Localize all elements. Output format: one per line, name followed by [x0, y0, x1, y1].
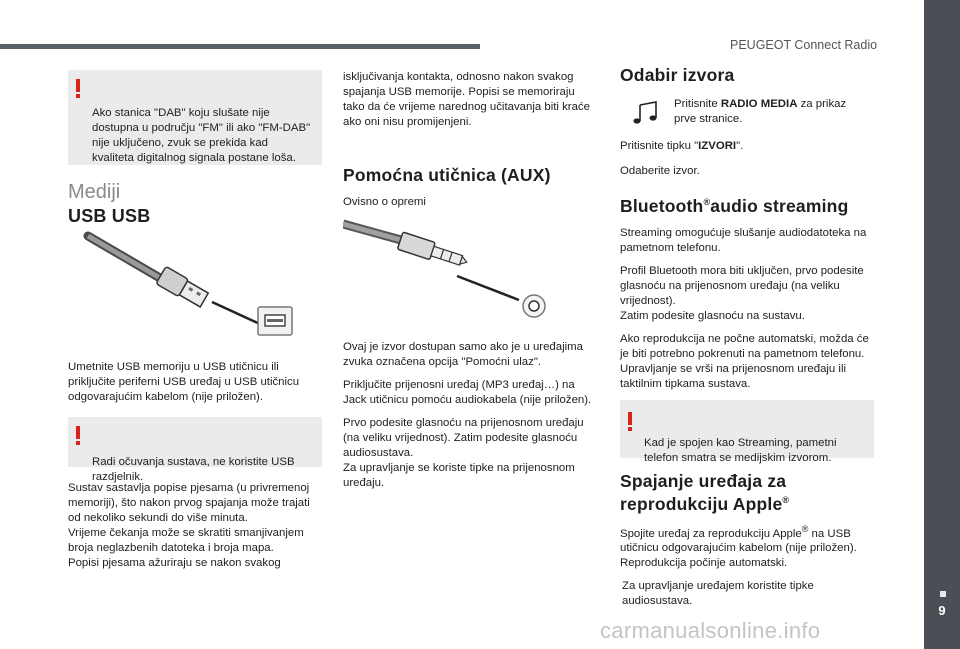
music-note-icon — [632, 99, 660, 132]
registered-mark: ® — [801, 523, 809, 534]
column-1 — [68, 70, 322, 579]
aux-availability: Ovaj je izvor dostupan samo ako je u uređajima zvuka označena opcija "Pomoćni ulaz". — [343, 341, 583, 368]
source-step-1-pre: Pritisnite — [674, 98, 721, 110]
aux-connect: Priključite prijenosni uređaj (MP3 uređaj…) na Jack utičnicu pomoću audiokabela (nije priložen). — [343, 379, 592, 406]
usb-illustration — [68, 230, 322, 348]
bt-autoplay: Ako reprodukcija ne počne automatski, možda će je biti potrebno pokrenuti na pametnom telefonu. Upravljanje se vrši na prijenosnom uređaju ili taktilnim tipkama sustava. — [620, 332, 869, 390]
bluetooth-heading-post: audio streaming — [710, 195, 849, 216]
bt-warning-text: Kad je spojen kao Streaming, pametni telefon smatra se medijskim izvorom. — [644, 436, 837, 464]
source-step-3: Odaberite izvor. — [620, 165, 700, 177]
warning-icon — [76, 79, 80, 97]
playlist-info: Sustav sastavlja popise pjesama (u privremenoj memoriji), što nakon prvog spajanja može trajati od nekoliko sekundi do više minuta. Vrijeme čekanja može se skratiti smanjivanjem broja neglazbenih datoteka i broja mapa. Popisi pjesama ažuriraju se nakon svakog — [68, 482, 310, 569]
aux-volume: Prvo podesite glasnoću na prijenosnom uređaju (na veliku vrijednost). Zatim podesite glasnoću audiosustava. Za upravljanje se koriste tipke na prijenosnom uređaju. — [343, 417, 584, 489]
warning-icon — [76, 426, 80, 444]
column-3 — [620, 65, 874, 617]
apple-connect-pre: Spojite uređaj za reprodukciju Apple — [620, 527, 802, 540]
bt-intro: Streaming omogućuje slušanje audiodatoteka na pametnom telefonu. — [620, 226, 867, 254]
dab-warning-text: Ako stanica "DAB" koju slušate nije dostupna u području "FM" ili ako "FM-DAB" nije uključeno, zvuk se prekida kad kvaliteta digitalnog signala postane loša. — [92, 107, 311, 164]
aux-heading: Pomoćna utičnica (AUX) — [343, 165, 551, 185]
page-sidebar — [924, 0, 960, 649]
jack-illustration — [343, 218, 597, 326]
bt-profile: Profil Bluetooth mora biti uključen, prvo podesite glasnoću na prijenosnom uređaju (na veliku vrijednost). Zatim podesite glasnoću na sustavu. — [620, 264, 864, 322]
registered-mark: ® — [782, 494, 790, 505]
playlist-continued: isključivanja kontakta, odnosno nakon svakog spajanja USB memorije. Popisi se memoriraju tako da će vrijeme narednog učitavanja biti kraće ako oni nisu promijenjeni. — [343, 71, 590, 128]
source-step-2 — [620, 139, 874, 154]
watermark: carmanualsonline.info — [600, 618, 821, 643]
source-step-1 — [620, 97, 874, 129]
section-title-media: Mediji — [68, 181, 121, 203]
registered-mark: ® — [703, 197, 711, 207]
usb-instructions: Umetnite USB memoriju u USB utičnicu ili priključite periferni USB uređaj u USB utičnicu odgovarajućim kabelom (nije priložen). — [68, 361, 300, 403]
apple-heading — [620, 472, 874, 514]
bluetooth-heading-pre: Bluetooth — [620, 195, 704, 216]
izvori-label: IZVORI — [698, 140, 737, 152]
apple-connect-post: na USB utičnicu odgovarajućim kabelom (nije priložen). Reprodukcija počinje automatski. — [620, 527, 857, 570]
source-step-1-post: za prikaz prve stranice. — [674, 98, 847, 125]
usb-hub-warning-text: Radi očuvanja sustava, ne koristite USB razdjelnik. — [92, 456, 295, 483]
column-2 — [343, 70, 597, 499]
page-number: 9 — [938, 603, 946, 618]
aux-subtitle: Ovisno o opremi — [343, 196, 426, 208]
radio-media-label: RADIO MEDIA — [720, 98, 798, 110]
bt-warning-box — [620, 400, 874, 464]
source-heading: Odabir izvora — [620, 65, 735, 85]
source-step-2-pre: Pritisnite tipku " — [620, 140, 699, 152]
apple-heading-line-1: Spajanje uređaja za — [620, 470, 787, 491]
usb-hub-warning-box — [68, 417, 322, 483]
source-step-2-post: ". — [736, 140, 744, 152]
page-header: PEUGEOT Connect Radio — [730, 38, 878, 52]
warning-icon — [628, 412, 632, 430]
usb-heading: USB USB — [68, 206, 151, 226]
top-rule — [0, 44, 480, 49]
apple-heading-line-2: reprodukciju Apple — [620, 493, 783, 514]
apple-control: Za upravljanje uređajem koristite tipke audiosustava. — [622, 580, 814, 608]
sidebar-marker — [940, 591, 946, 597]
bluetooth-heading — [620, 195, 874, 214]
dab-warning-box — [68, 70, 322, 165]
apple-connect — [620, 522, 874, 572]
